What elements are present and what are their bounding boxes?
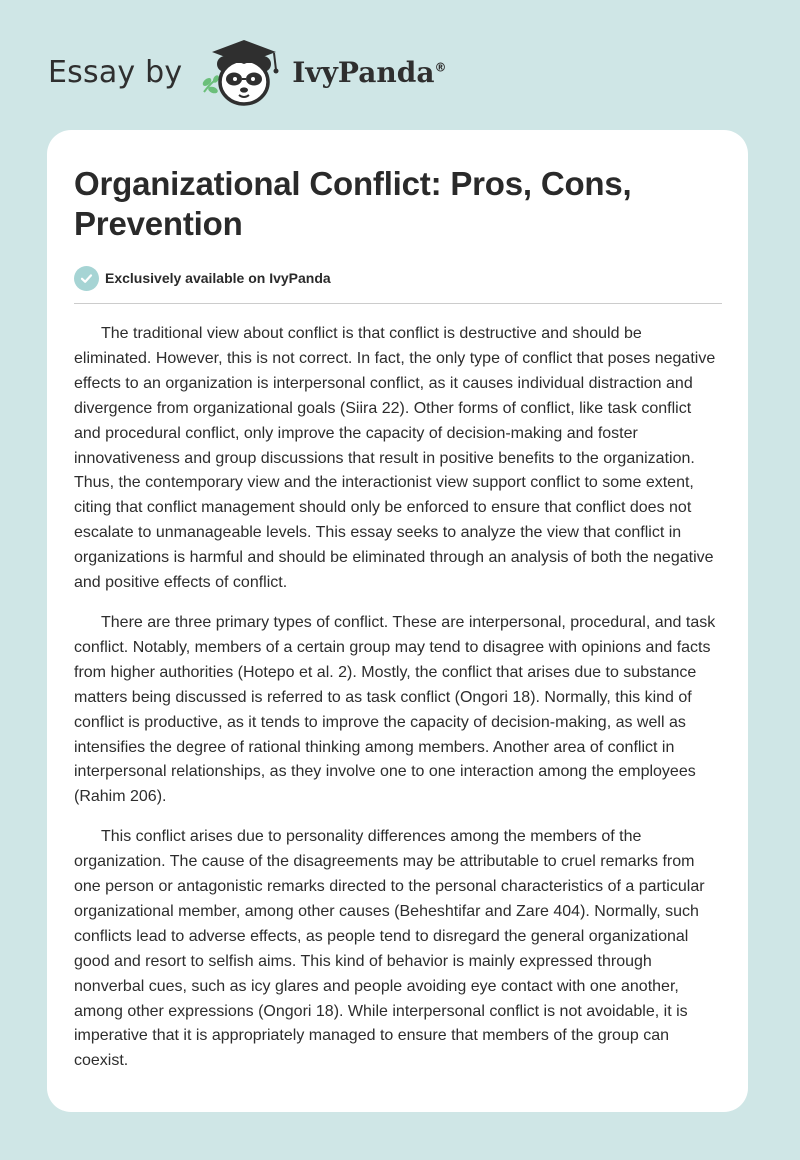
brand-prefix: Essay by	[48, 54, 183, 90]
panda-graduate-logo-icon	[196, 34, 288, 110]
essay-card	[47, 130, 748, 1112]
exclusive-badge-label: Exclusively available on IvyPanda	[105, 270, 331, 286]
title-divider	[74, 303, 722, 304]
exclusive-badge	[74, 265, 722, 291]
brand-name	[292, 56, 446, 89]
registered-mark: ®	[434, 60, 447, 75]
essay-paragraph: There are three primary types of conflict. These are interpersonal, procedural, and task conflict. Notably, members of a certain group may tend to disagree with opinions and facts from higher authorities (Hotepo et al. 2). Mostly, the conflict that arises due to substance matters being discussed is referred to as task conflict (Ongori 18). Normally, this kind of conflict is productive, as it tends to improve the capacity of decision-making, as well as intensifies the degree of rational thinking among members. Another area of conflict in interpersonal relationships, as they involve one to one interaction among the employees (Rahim 206).	[74, 613, 716, 806]
site-header	[48, 34, 446, 110]
page-title: Organizational Conflict: Pros, Cons, Prevention	[74, 165, 632, 242]
brand-name-text: IvyPanda	[292, 55, 435, 89]
essay-paragraph: The traditional view about conflict is that conflict is destructive and should be eliminated. However, this is not correct. In fact, the only type of conflict that poses negative effects to an organization is interpersonal conflict, as it causes individual distraction and divergence from organizational goals (Siira 22). Other forms of conflict, like task conflict and procedural conflict, only improve the capacity of decision-making and foster innovativeness and group discussions that result in positive benefits to the organization. Thus, the contemporary view and the interactionist view support conflict to some extent, citing that conflict management should only be enforced to ensure that conflict does not escalate to unmanageable levels. This essay seeks to analyze the view that conflict in organizations is harmful and should be eliminated through an analysis of both the negative and positive effects of conflict.	[74, 325, 716, 592]
essay-paragraph: This conflict arises due to personality differences among the members of the organization. The cause of the disagreements may be attributable to cruel remarks from one person or antagonistic remarks directed to the personal characteristics of a particular organizational member, among other causes (Beheshtifar and Zare 404). Normally, such conflicts lead to adverse effects, as people tend to disregard the general organizational good and resort to selfish aims. This kind of behavior is mainly expressed through nonverbal cues, such as icy glares and people avoiding eye contact with one another, among other expressions (Ongori 18). While interpersonal conflict is not avoidable, it is imperative that it is appropriately managed to ensure that members of the group can coexist.	[74, 828, 705, 1070]
essay-body	[74, 322, 722, 1074]
checkmark-icon	[74, 266, 99, 291]
